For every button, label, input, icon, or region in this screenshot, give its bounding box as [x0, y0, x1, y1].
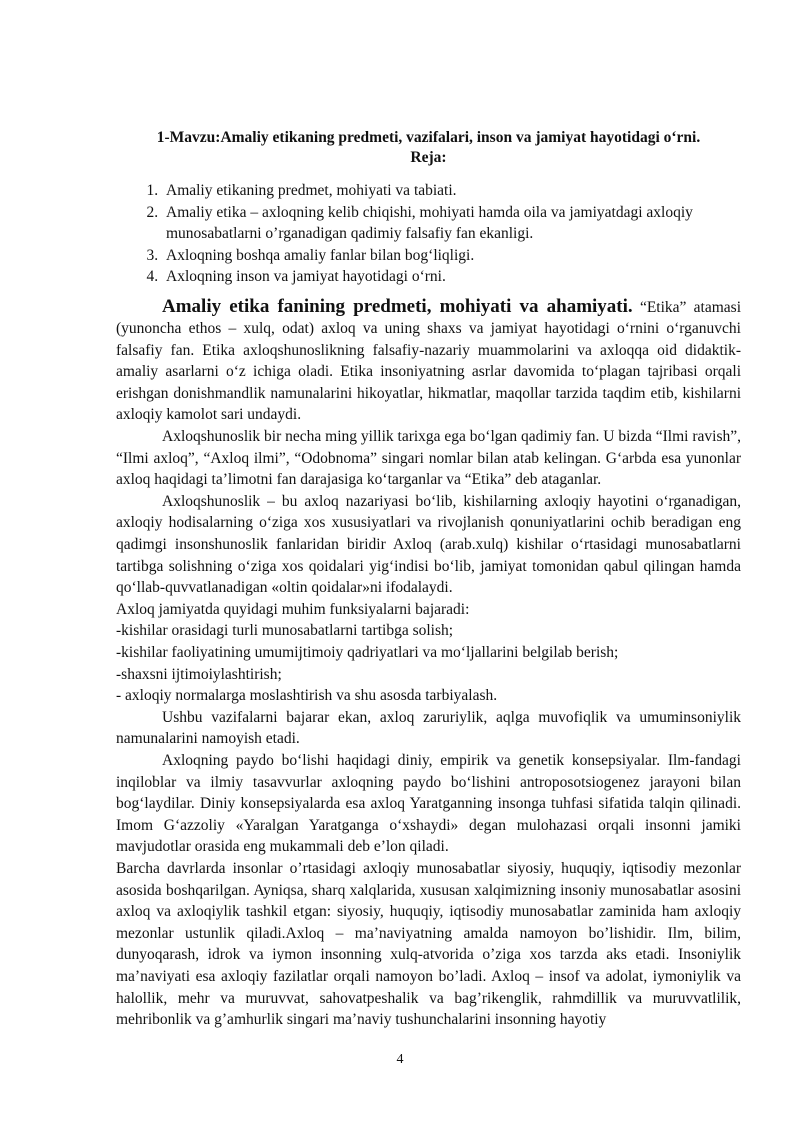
body-text — [116, 296, 741, 1031]
function-item: -kishilar faoliyatining umumijtimoiy qadriyatlari va mo‘ljallarini belgilab berish; — [116, 644, 619, 661]
page-number: 4 — [396, 1052, 404, 1067]
plan-item: 1. Amaliy etikaning predmet, mohiyati va tabiati. — [162, 180, 741, 202]
plan-item: 4. Axloqning inson va jamiyat hayotidagi o‘rni. — [162, 266, 741, 288]
plan-item: 3. Axloqning boshqa amaliy fanlar bilan bog‘liqligi. — [162, 245, 741, 267]
paragraph: Axloqshunoslik – bu axloq nazariyasi bo‘lib, kishilarning axloqiy hayotini o‘rganadigan, axloqiy hodisalarning o‘ziga xos xususiyatlari va rivojlanish qonuniyatlarini ochib beradigan eng qadimgi insonshunoslik fanlaridan biridir Axloq (arab.xulq) kishilar o‘rtasidagi munosabatlarni tartibga solishning o‘ziga xos qoidalari yig‘indisi bo‘lib, jamiyat tomonidan qabul qilingan hamda qo‘llab-quvvatlanadigan «oltin qoidalar»ni ifodalaydi. — [116, 492, 741, 597]
document-page — [116, 128, 741, 1031]
function-item: -kishilar orasidagi turli munosabatlarni tartibga solish; — [116, 622, 454, 640]
section-heading: Amaliy etika fanining predmeti, mohiyati va ahamiyati. — [162, 295, 633, 317]
paragraph: Axloqshunoslik bir necha ming yillik tarixga ega bo‘lgan qadimiy fan. U bizda “Ilmi ravish”, “Ilmi axloq”, “Axloq ilmi”, “Odobnoma” singari nomlar bilan atab kelingan. G‘arbda esa yunonlar axloq haqidagi ta’limotni fan darajasiga ko‘targanlar va “Etika” deb ataganlar. — [116, 428, 741, 489]
plan-heading: Reja: — [410, 149, 447, 166]
plan-list — [116, 180, 741, 288]
topic-title: 1-Mavzu:Amaliy etikaning predmeti, vazifalari, inson va jamiyat hayotidagi o‘rni. — [156, 129, 701, 146]
paragraph-text: “Etika” atamasi (yunoncha ethos – xulq, odat) axloq va uning shaxs va jamiyat hayotidagi o‘rnini o‘rganuvchi falsafiy fan. Etika axloqshunoslikning falsafiy-nazariy muammolarini va axloqqa oid didaktik-amaliy asarlarni o‘z ichiga oladi. Etika insoniyatning asrlar davomida to‘plagan tajribasi orqali erishgan donishmandlik namunalarini hikoyatlar, hikmatlar, maqollar tarzida taqdim etib, kishilarni axloqiy kamolot sari undaydi. — [116, 298, 742, 424]
paragraph: Axloqning paydo bo‘lishi haqidagi diniy, empirik va genetik konsepsiyalar. Ilm-fandagi inqiloblar va ilmiy tasavvurlar axloqning paydo bo‘lishini antroposotsiogenez jarayoni bilan bog‘laydilar. Diniy konsepsiyalarda esa axloq Yaratganning insonga tuhfasi sifatida talqin qilinadi. Imom G‘azzoliy «Yaralgan Yaratganga o‘xshaydi» degan mulohazasi orqali insonni jamiki mavjudotlar orasida eng mukammali deb e’lon qiladi. — [116, 751, 741, 856]
intro-paragraph — [116, 296, 741, 427]
paragraph: Ushbu vazifalarni bajarar ekan, axloq zaruriylik, aqlga muvofiqlik va umuminsoniylik namunalarini namoyish etadi. — [116, 708, 741, 748]
paragraph: Barcha davrlarda insonlar o’rtasidagi axloqiy munosabatlar siyosiy, huquqiy, iqtisodiy mezonlar asosida boshqarilgan. Ayniqsa, sharq xalqlarida, xususan xalqimizning insoniy munosabatlar asosini axloq va axloqiylik tashkil etgan: siyosiy, huquqiy, iqtisodiy munosabatlar zaminida ham axloqiy mezonlar ustunlik qiladi.Axloq – ma’naviyatning amalda namoyon bo’lishidir. Ilm, bilim, dunyoqarash, idrok va iymon insonning xulq-atvorida o’ziga xos tarzda aks etadi. Insoniylik ma’naviyati esa axloqiy fazilatlar orqali namoyon bo’ladi. Axloq – insof va adolat, iymoniylik va halollik, mehr va muruvvat, sahovatpeshalik va bag’rikenglik, rahmdillik va muruvvatlilik, mehribonlik va g’amhurlik singari ma’naviy tushunchalarini insonning hayotiy — [116, 859, 741, 1029]
paragraph: Axloq jamiyatda quyidagi muhim funksiyalarni bajaradi: — [116, 600, 470, 618]
plan-item: 2. Amaliy etika – axloqning kelib chiqishi, mohiyati hamda oila va jamiyatdagi axloqiy munosabatlarni o’rganadigan qadimiy falsafiy fan ekanligi. — [162, 202, 741, 245]
function-item: - axloqiy normalarga moslashtirish va shu asosda tarbiyalash. — [116, 687, 498, 705]
function-item: -shaxsni ijtimoiylashtirish; — [116, 665, 282, 683]
